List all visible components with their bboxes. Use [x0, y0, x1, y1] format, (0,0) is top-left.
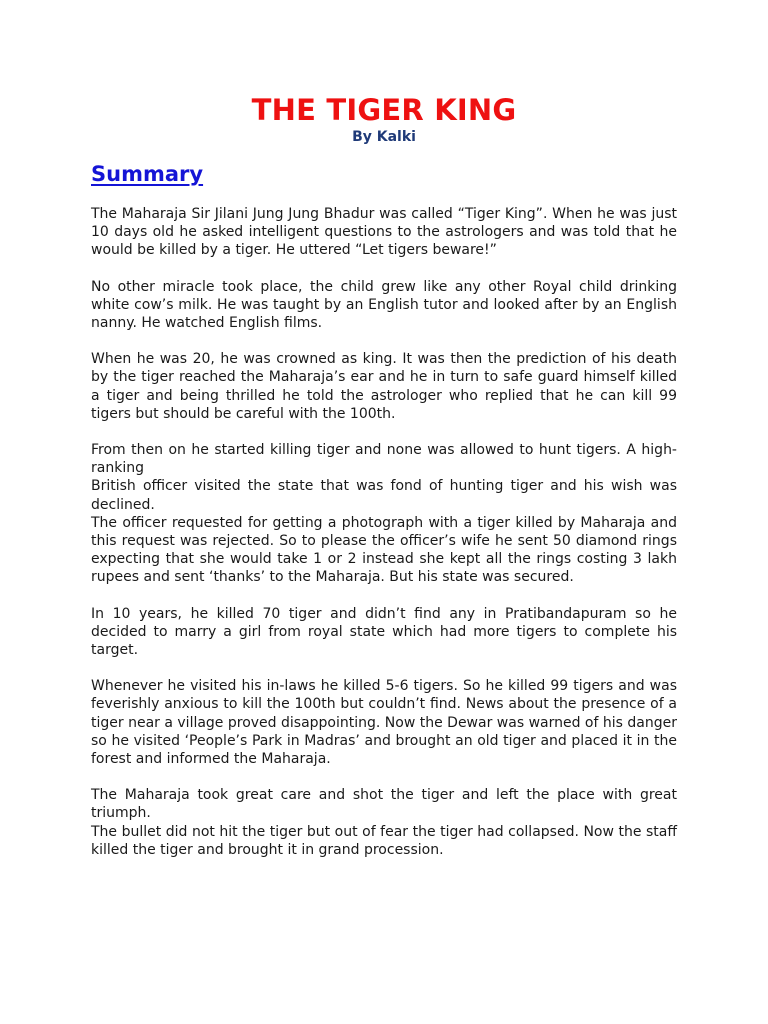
- paragraph: British officer visited the state that was fond of hunting tiger and his wish was declined.: [91, 478, 677, 513]
- paragraph: No other miracle took place, the child grew like any other Royal child drinking white cow’s milk. He was taught by an English tutor and looked after by an English nanny. He watched English films.: [91, 278, 677, 332]
- paragraph: The officer requested for getting a photograph with a tiger killed by Maharaja and this request was rejected. So to please the officer’s wife he sent 50 diamond rings expecting that she would take 1 or 2 instead she kept all the rings costing 3 lakh rupees and sent ‘thanks’ to the Maharaja. But his state was secured.: [91, 514, 677, 586]
- paragraph: The bullet did not hit the tiger but out of fear the tiger had collapsed. Now the staff killed the tiger and brought it in grand procession.: [91, 823, 677, 858]
- author-byline: By Kalki: [352, 129, 416, 145]
- document-page: [91, 92, 677, 877]
- summary-body: [91, 205, 677, 859]
- paragraph: The Maharaja Sir Jilani Jung Jung Bhadur was called “Tiger King”. When he was just 10 days old he asked intelligent questions to the astrologers and was told that he would be killed by a tiger. He uttered “Let tigers beware!”: [91, 206, 677, 259]
- paragraph: Whenever he visited his in-laws he killed 5-6 tigers. So he killed 99 tigers and was feverishly anxious to kill the 100th but couldn’t find. News about the presence of a tiger near a village proved disappointing. Now the Dewar was warned of his danger so he visited ‘People’s Park in Madras’ and brought an old tiger and placed it in the forest and informed the Maharaja.: [91, 678, 677, 768]
- paragraph: When he was 20, he was crowned as king. It was then the prediction of his death by the tiger reached the Maharaja’s ear and he in turn to safe guard himself killed a tiger and being thrilled he told the astrologer who replied that he can kill 99 tigers but should be careful with the 100th.: [91, 351, 677, 422]
- paragraph: The Maharaja took great care and shot the tiger and left the place with great triumph.: [91, 787, 677, 822]
- summary-heading: Summary: [91, 162, 204, 186]
- paragraph: In 10 years, he killed 70 tiger and didn’t find any in Pratibandapuram so he decided to marry a girl from royal state which had more tigers to complete his target.: [91, 605, 677, 659]
- paragraph: From then on he started killing tiger and none was allowed to hunt tigers. A high-ranking: [91, 442, 677, 477]
- document-title: THE TIGER KING: [251, 93, 517, 127]
